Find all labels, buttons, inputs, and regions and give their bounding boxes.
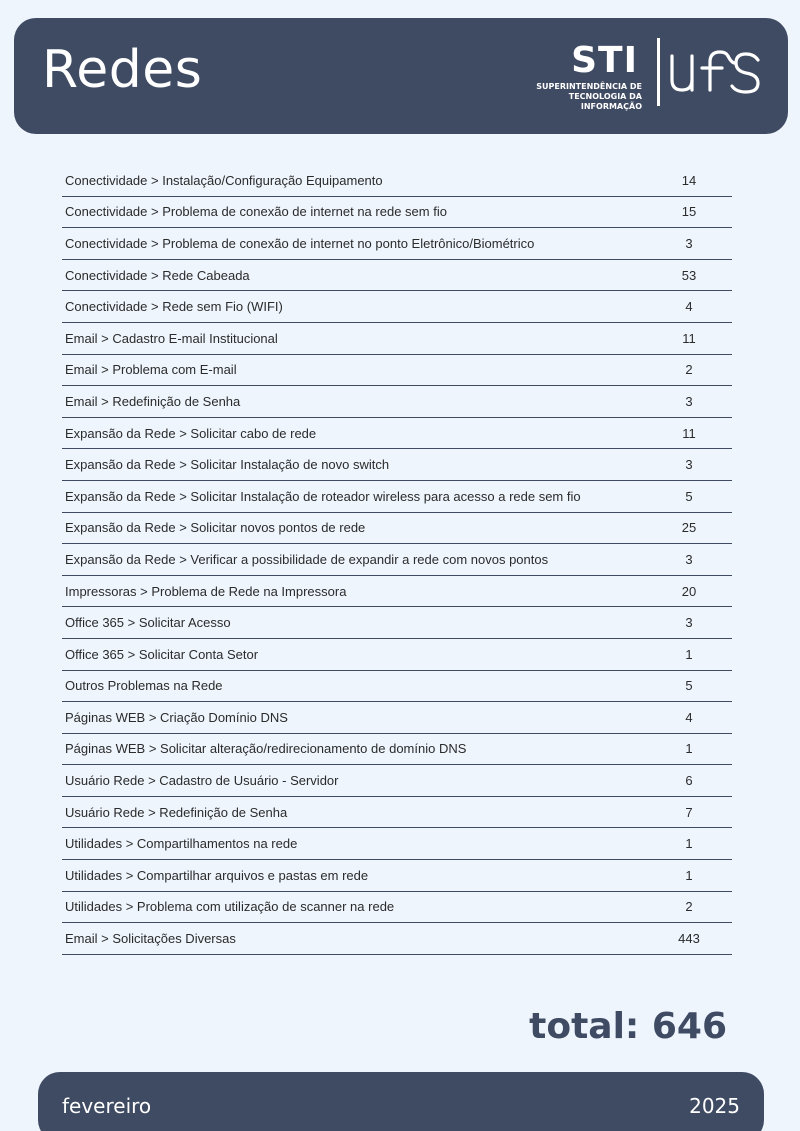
table-row: [62, 513, 732, 545]
row-label: Conectividade > Instalação/Configuração Equipamento: [65, 172, 383, 188]
footer-year: 2025: [689, 1094, 740, 1118]
footer-month: fevereiro: [62, 1094, 152, 1118]
footer-banner: [38, 1072, 764, 1131]
table-row: [62, 291, 732, 323]
row-count: 25: [681, 520, 697, 536]
page-title: Redes: [42, 40, 203, 100]
table-row: [62, 165, 732, 197]
table-row: [62, 197, 732, 229]
row-label: Email > Solicitações Diversas: [65, 931, 236, 947]
total-count: total: 646: [529, 1006, 727, 1047]
table-row: [62, 702, 732, 734]
table-row: [62, 323, 732, 355]
row-count: 2: [685, 899, 693, 915]
row-label: Usuário Rede > Cadastro de Usuário - Servidor: [65, 773, 339, 789]
row-count: 3: [685, 615, 693, 631]
row-count: 4: [685, 709, 693, 725]
row-label: Usuário Rede > Redefinição de Senha: [65, 804, 288, 820]
table-row: [62, 544, 732, 576]
tickets-table: [62, 165, 732, 955]
row-count: 5: [685, 488, 693, 504]
table-row: [62, 418, 732, 450]
row-label: Expansão da Rede > Verificar a possibilidade de expandir a rede com novos pontos: [65, 551, 549, 567]
row-count: 3: [685, 235, 693, 251]
row-count: 3: [685, 457, 693, 473]
row-label: Office 365 > Solicitar Conta Setor: [65, 646, 259, 662]
row-count: 7: [685, 804, 693, 820]
row-count: 5: [685, 678, 693, 694]
row-count: 11: [682, 425, 696, 441]
row-count: 20: [681, 583, 697, 599]
row-label: Conectividade > Problema de conexão de internet no ponto Eletrônico/Biométrico: [65, 235, 535, 251]
ufs-logo-icon: [666, 42, 766, 102]
row-label: Outros Problemas na Rede: [65, 678, 223, 694]
row-label: Utilidades > Problema com utilização de scanner na rede: [65, 899, 395, 915]
table-row: [62, 576, 732, 608]
table-row: [62, 797, 732, 829]
row-label: Impressoras > Problema de Rede na Impressora: [65, 583, 347, 599]
table-row: [62, 481, 732, 513]
table-row: [62, 607, 732, 639]
row-label: Conectividade > Rede Cabeada: [65, 267, 250, 283]
logo-subtitle-line1: SUPERINTENDÊNCIA DE: [536, 82, 642, 91]
row-label: Expansão da Rede > Solicitar Instalação de novo switch: [65, 457, 390, 473]
table-row: [62, 765, 732, 797]
row-count: 1: [685, 646, 693, 662]
logo-sti-text: STI: [571, 40, 638, 81]
row-label: Office 365 > Solicitar Acesso: [65, 615, 231, 631]
row-count: 3: [685, 393, 693, 409]
table-row: [62, 260, 732, 292]
row-label: Conectividade > Problema de conexão de internet na rede sem fio: [65, 204, 447, 220]
row-count: 53: [681, 267, 697, 283]
logo-subtitle: [526, 82, 642, 112]
row-count: 4: [685, 299, 693, 315]
row-label: Conectividade > Rede sem Fio (WIFI): [65, 299, 283, 315]
table-row: [62, 671, 732, 703]
row-label: Expansão da Rede > Solicitar novos pontos de rede: [65, 520, 366, 536]
row-label: Utilidades > Compartilhamentos na rede: [65, 836, 298, 852]
row-label: Email > Redefinição de Senha: [65, 393, 241, 409]
row-count: 2: [685, 362, 693, 378]
sti-ufs-logo: [526, 38, 766, 111]
row-count: 11: [682, 330, 696, 346]
row-count: 3: [685, 551, 693, 567]
table-row: [62, 828, 732, 860]
row-count: 6: [685, 773, 693, 789]
table-row: [62, 355, 732, 387]
table-row: [62, 386, 732, 418]
row-label: Páginas WEB > Criação Domínio DNS: [65, 709, 288, 725]
logo-subtitle-line2: TECNOLOGIA DA INFORMAÇÃO: [568, 92, 642, 111]
row-count: 1: [685, 741, 693, 757]
header-banner: [14, 18, 788, 134]
row-count: 15: [681, 204, 697, 220]
row-label: Email > Cadastro E-mail Institucional: [65, 330, 278, 346]
row-label: Email > Problema com E-mail: [65, 362, 237, 378]
table-row: [62, 228, 732, 260]
row-label: Expansão da Rede > Solicitar cabo de rede: [65, 425, 317, 441]
logo-divider: [657, 38, 660, 106]
row-count: 1: [685, 867, 693, 883]
table-row: [62, 639, 732, 671]
table-row: [62, 860, 732, 892]
row-label: Utilidades > Compartilhar arquivos e pastas em rede: [65, 867, 369, 883]
row-count: 443: [678, 931, 700, 947]
row-count: 1: [685, 836, 693, 852]
table-row: [62, 449, 732, 481]
row-label: Expansão da Rede > Solicitar Instalação de roteador wireless para acesso a rede sem fio: [65, 488, 581, 504]
row-count: 14: [681, 172, 697, 188]
table-row: [62, 734, 732, 766]
table-row: [62, 892, 732, 924]
row-label: Páginas WEB > Solicitar alteração/redirecionamento de domínio DNS: [65, 741, 467, 757]
table-row: [62, 923, 732, 955]
